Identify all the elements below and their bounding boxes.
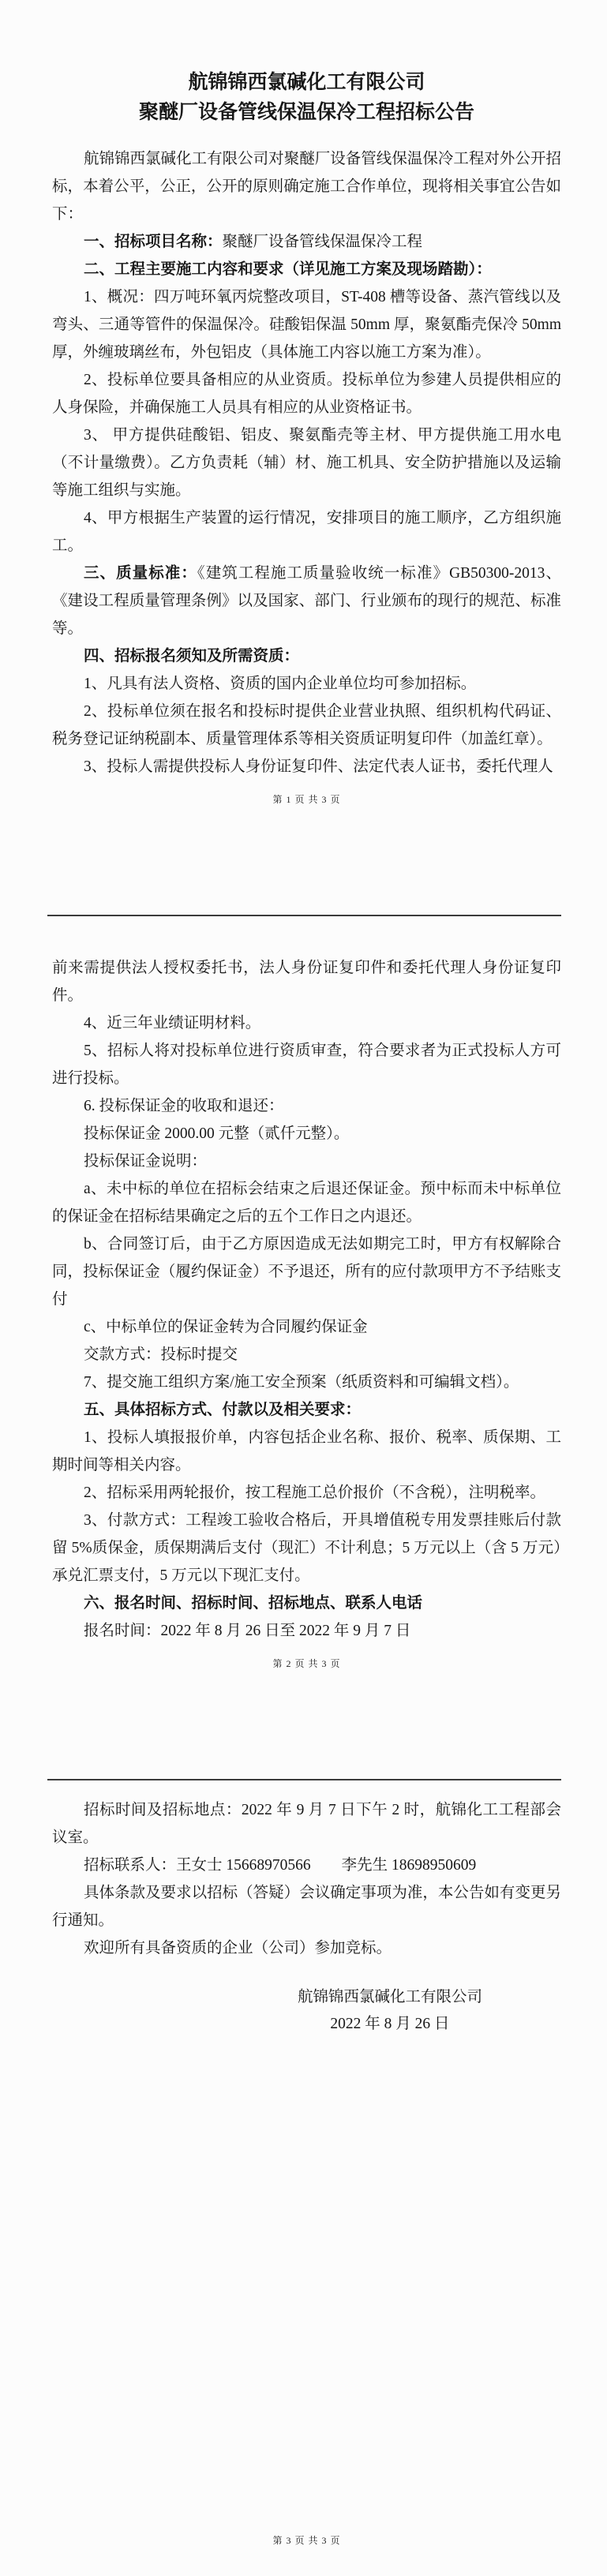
page-3-footer: 第 3 页 共 3 页 — [272, 2535, 341, 2546]
paragraph-text: b、合同签订后，由于乙方原因造成无法如期完工时，甲方有权解除合同，投标保证金（履约保证金）不予退还，所有的应付款项甲方不予结账支付 — [52, 1236, 561, 1308]
paragraph-text: 3、投标人需提供投标人身份证复印件、法定代表人证书，委托代理人 — [83, 758, 553, 775]
paragraph — [52, 1120, 561, 1148]
paragraph-section-4 — [52, 642, 561, 670]
paragraph — [52, 1368, 561, 1396]
paragraph-section-2 — [52, 256, 561, 283]
doc-title-line2: 聚醚厂设备管线保温保冷工程招标公告 — [138, 102, 474, 123]
paragraph — [52, 1037, 561, 1092]
paragraph-text: 2、投标单位须在报名和投标时提供企业营业执照、组织机构代码证、税务登记证纳税副本、质量管理体系等相关资质证明复印件（加盖红章）。 — [52, 703, 561, 747]
paragraph-text: 欢迎所有具备资质的企业（公司）参加竞标。 — [83, 1940, 392, 1956]
paragraph — [52, 1175, 561, 1230]
paragraph — [52, 504, 561, 560]
paragraph-section-6 — [52, 1589, 561, 1617]
paragraph — [52, 1479, 561, 1507]
paragraph — [52, 1617, 561, 1645]
paragraph — [52, 1879, 561, 1934]
paragraph-text: 招标时间及招标地点：2022 年 9 月 7 日下午 2 时，航锦化工工程部会议室。 — [52, 1802, 561, 1846]
section-heading: 六、报名时间、招标时间、招标地点、联系人电话 — [83, 1595, 422, 1612]
paragraph-text: 1、投标人填报报价单，内容包括企业名称、报价、税率、质保期、工期时间等相关内容。 — [52, 1429, 561, 1473]
paragraph-text: 招标联系人：王女士 15668970566 李先生 18698950609 — [83, 1857, 477, 1874]
section-heading: 二、工程主要施工内容和要求（详见施工方案及现场踏勘）： — [83, 261, 492, 278]
paragraph-section-3 — [52, 560, 561, 642]
section-heading: 四、招标报名须知及所需资质： — [83, 648, 299, 665]
paragraph-contacts — [52, 1852, 561, 1879]
paragraph — [52, 1313, 561, 1341]
paragraph-text: 4、甲方根据生产装置的运行情况，安排项目的施工顺序，乙方组织施工。 — [52, 510, 561, 554]
paragraph — [52, 283, 561, 366]
paragraph-text: 6. 投标保证金的收取和退还： — [83, 1098, 284, 1114]
paragraph — [52, 1796, 561, 1852]
blank-space — [52, 2038, 561, 2522]
paragraph-text: 前来需提供法人授权委托书，法人身份证复印件和委托代理人身份证复印件。 — [52, 960, 561, 1004]
paragraph-text: 报名时间：2022 年 8 月 26 日至 2022 年 9 月 7 日 — [83, 1623, 411, 1639]
paragraph-text: 聚醚厂设备管线保温保冷工程 — [222, 234, 422, 250]
section-heading: 三、质量标准： — [83, 565, 197, 582]
paragraph-text: c、中标单位的保证金转为合同履约保证金 — [83, 1319, 368, 1335]
page-3 — [0, 1780, 607, 2547]
paragraph — [52, 753, 561, 781]
paragraph — [52, 1507, 561, 1589]
paragraph-text: 投标保证金说明： — [83, 1153, 207, 1170]
paragraph-text: 航锦锦西氯碱化工有限公司对聚醚厂设备管线保温保冷工程对外公开招标，本着公平，公正，公开的原则确定施工合作单位，现将相关事宜公告如下： — [52, 151, 561, 223]
paragraph-continuation — [52, 954, 561, 1009]
paragraph-text: 1、概况：四万吨环氧丙烷整改项目，ST-408 槽等设备、蒸汽管线以及弯头、三通等管件的保温保冷。硅酸铝保温 50mm 厚，聚氨酯壳保冷 50mm 厚，外缠玻璃丝布，外包铝皮（具体施工内容以施工方案为准）。 — [52, 289, 561, 361]
paragraph-text: 3、 甲方提供硅酸铝、铝皮、聚氨酯壳等主材、甲方提供施工用水电（不计量缴费）。乙方负责耗（辅）材、施工机具、安全防护措施以及运输等施工组织与实施。 — [52, 427, 561, 499]
page-2-footer: 第 2 页 共 3 页 — [272, 1658, 341, 1669]
paragraph — [52, 670, 561, 698]
paragraph — [52, 1092, 561, 1120]
paragraph-text: 3、付款方式：工程竣工验收合格后，开具增值税专用发票挂账后付款留 5%质保金，质保期满后支付（现汇）不计利息；5 万元以上（含 5 万元）承兑汇票支付，5 万元以下现汇支付。 — [52, 1512, 561, 1584]
paragraph — [52, 1009, 561, 1037]
paragraph — [52, 366, 561, 421]
paragraph-text: 2、招标采用两轮报价，按工程施工总价报价（不含税），注明税率。 — [83, 1485, 545, 1501]
doc-title-line1: 航锦锦西氯碱化工有限公司 — [188, 72, 425, 93]
doc-title — [52, 68, 561, 128]
page-1 — [0, 0, 607, 806]
page-1-footer: 第 1 页 共 3 页 — [272, 794, 341, 805]
paragraph-text: 5、招标人将对投标单位进行资质审查，符合要求者为正式投标人方可进行投标。 — [52, 1043, 561, 1087]
section-heading: 五、具体招标方式、付款以及相关要求： — [83, 1402, 361, 1418]
paragraph — [52, 1424, 561, 1479]
paragraph — [52, 698, 561, 753]
paragraph-text: 《建筑工程施工质量验收统一标准》GB50300-2013、《建设工程质量管理条例》以及国家、部门、行业颁布的现行的规范、标准等。 — [52, 565, 561, 637]
paragraph-text: 1、凡具有法人资格、资质的国内企业单位均可参加招标。 — [83, 676, 477, 692]
signature-date: 2022 年 8 月 26 日 — [330, 2016, 450, 2032]
paragraph-text: a、未中标的单位在招标会结束之后退还保证金。预中标而未中标单位的保证金在招标结果确定之后的五个工作日之内退还。 — [52, 1181, 561, 1225]
paragraph-text: 交款方式：投标时提交 — [83, 1346, 238, 1363]
paragraph-text: 7、提交施工组织方案/施工安全预案（纸质资料和可编辑文档）。 — [83, 1374, 519, 1391]
page-2 — [0, 916, 607, 1670]
paragraph — [52, 421, 561, 504]
paragraph — [52, 1341, 561, 1368]
paragraph-text: 具体条款及要求以招标（答疑）会议确定事项为准，本公告如有变更另行通知。 — [52, 1885, 561, 1929]
paragraph-text: 投标保证金 2000.00 元整（贰仟元整）。 — [83, 1125, 350, 1142]
paragraph-text: 2、投标单位要具备相应的从业资质。投标单位为参建人员提供相应的人身保险，并确保施工人员具有相应的从业资格证书。 — [52, 372, 561, 416]
section-heading: 一、招标项目名称： — [83, 234, 223, 250]
signature-block — [298, 1984, 482, 2038]
paragraph — [52, 1934, 561, 1962]
paragraph — [52, 1230, 561, 1313]
signature-company: 航锦锦西氯碱化工有限公司 — [297, 1989, 482, 2005]
paragraph-text: 4、近三年业绩证明材料。 — [83, 1015, 261, 1032]
paragraph-section-5 — [52, 1396, 561, 1424]
paragraph — [52, 1148, 561, 1175]
paragraph-intro — [52, 145, 561, 228]
paragraph-section-1 — [52, 228, 561, 256]
